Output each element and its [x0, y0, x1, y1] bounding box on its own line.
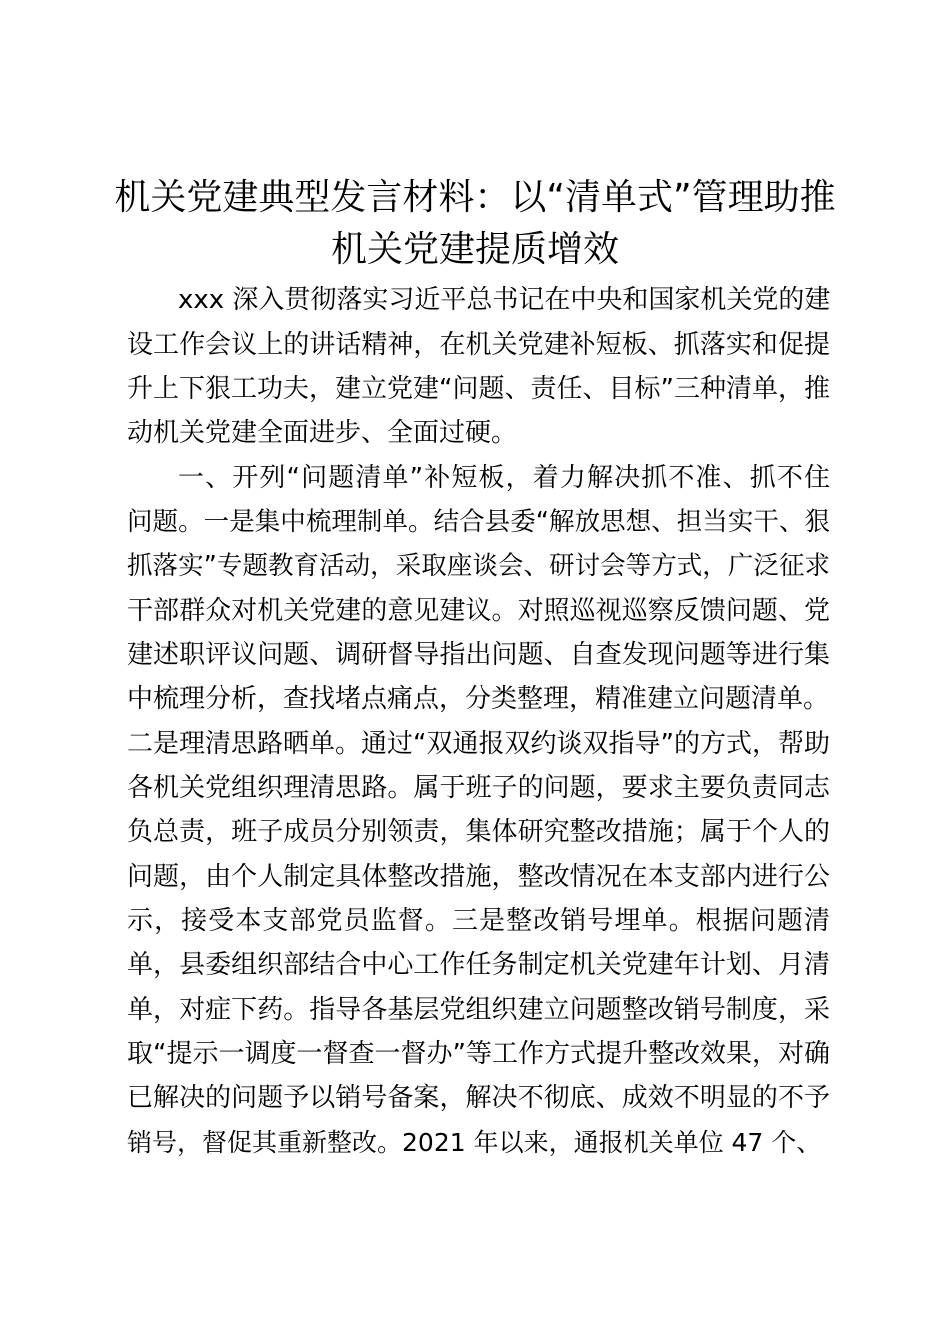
paragraph-1-line-4: 动机关党建全面进步、全面过硬。	[127, 418, 518, 448]
document-title-line-1: 机关党建典型发言材料：以“清单式”管理助推	[114, 177, 836, 218]
paragraph-2-line-13: 单，对症下药。指导各基层党组织建立问题整改销号制度，采	[127, 995, 830, 1025]
paragraph-2-line-14: 取“提示一调度一督查一督办”等工作方式提升整改效果，对确	[127, 1039, 830, 1069]
paragraph-2-line-12: 单，县委组织部结合中心工作任务制定机关党建年计划、月清	[127, 950, 830, 980]
paragraph-2-line-5: 建述职评议问题、调研督导指出问题、自查发现问题等进行集	[127, 640, 830, 670]
paragraph-2-line-6: 中梳理分析，查找堵点痛点，分类整理，精准建立问题清单。	[127, 684, 830, 714]
paragraph-2-line-3: 抓落实”专题教育活动，采取座谈会、研讨会等方式，广泛征求	[127, 551, 830, 581]
paragraph-1-line-2: 设工作会议上的讲话精神，在机关党建补短板、抓落实和促提	[127, 330, 830, 360]
paragraph-2-line-16: 销号，督促其重新整改。2021 年以来，通报机关单位 47 个、	[127, 1128, 822, 1157]
paragraph-2-line-9: 负总责，班子成员分别领责，集体研究整改措施；属于个人的	[127, 817, 830, 847]
paragraph-2-line-7: 二是理清思路晒单。通过“双通报双约谈双指导”的方式，帮助	[127, 729, 830, 759]
paragraph-2-line-15: 已解决的问题予以销号备案，解决不彻底、成效不明显的不予	[127, 1083, 830, 1113]
document-title-line-2: 机关党建提质增效	[330, 229, 619, 270]
paragraph-2-line-10: 问题，由个人制定具体整改措施，整改情况在本支部内进行公	[127, 862, 830, 892]
paragraph-2-line-2: 问题。一是集中梳理制单。结合县委“解放思想、担当实干、狠	[127, 507, 830, 537]
paragraph-2-line-8: 各机关党组织理清思路。属于班子的问题，要求主要负责同志	[127, 773, 830, 803]
paragraph-1-line-1: xxx 深入贯彻落实习近平总书记在中央和国家机关党的建	[178, 285, 831, 315]
paragraph-2-line-11: 示，接受本支部党员监督。三是整改销号埋单。根据问题清	[127, 906, 830, 936]
paragraph-2-line-1: 一、开列“问题清单”补短板，着力解决抓不准、抓不住	[178, 463, 830, 493]
paragraph-1-line-3: 升上下狠工功夫，建立党建“问题、责任、目标”三种清单，推	[127, 374, 830, 404]
paragraph-2-line-4: 干部群众对机关党建的意见建议。对照巡视巡察反馈问题、党	[127, 596, 830, 626]
